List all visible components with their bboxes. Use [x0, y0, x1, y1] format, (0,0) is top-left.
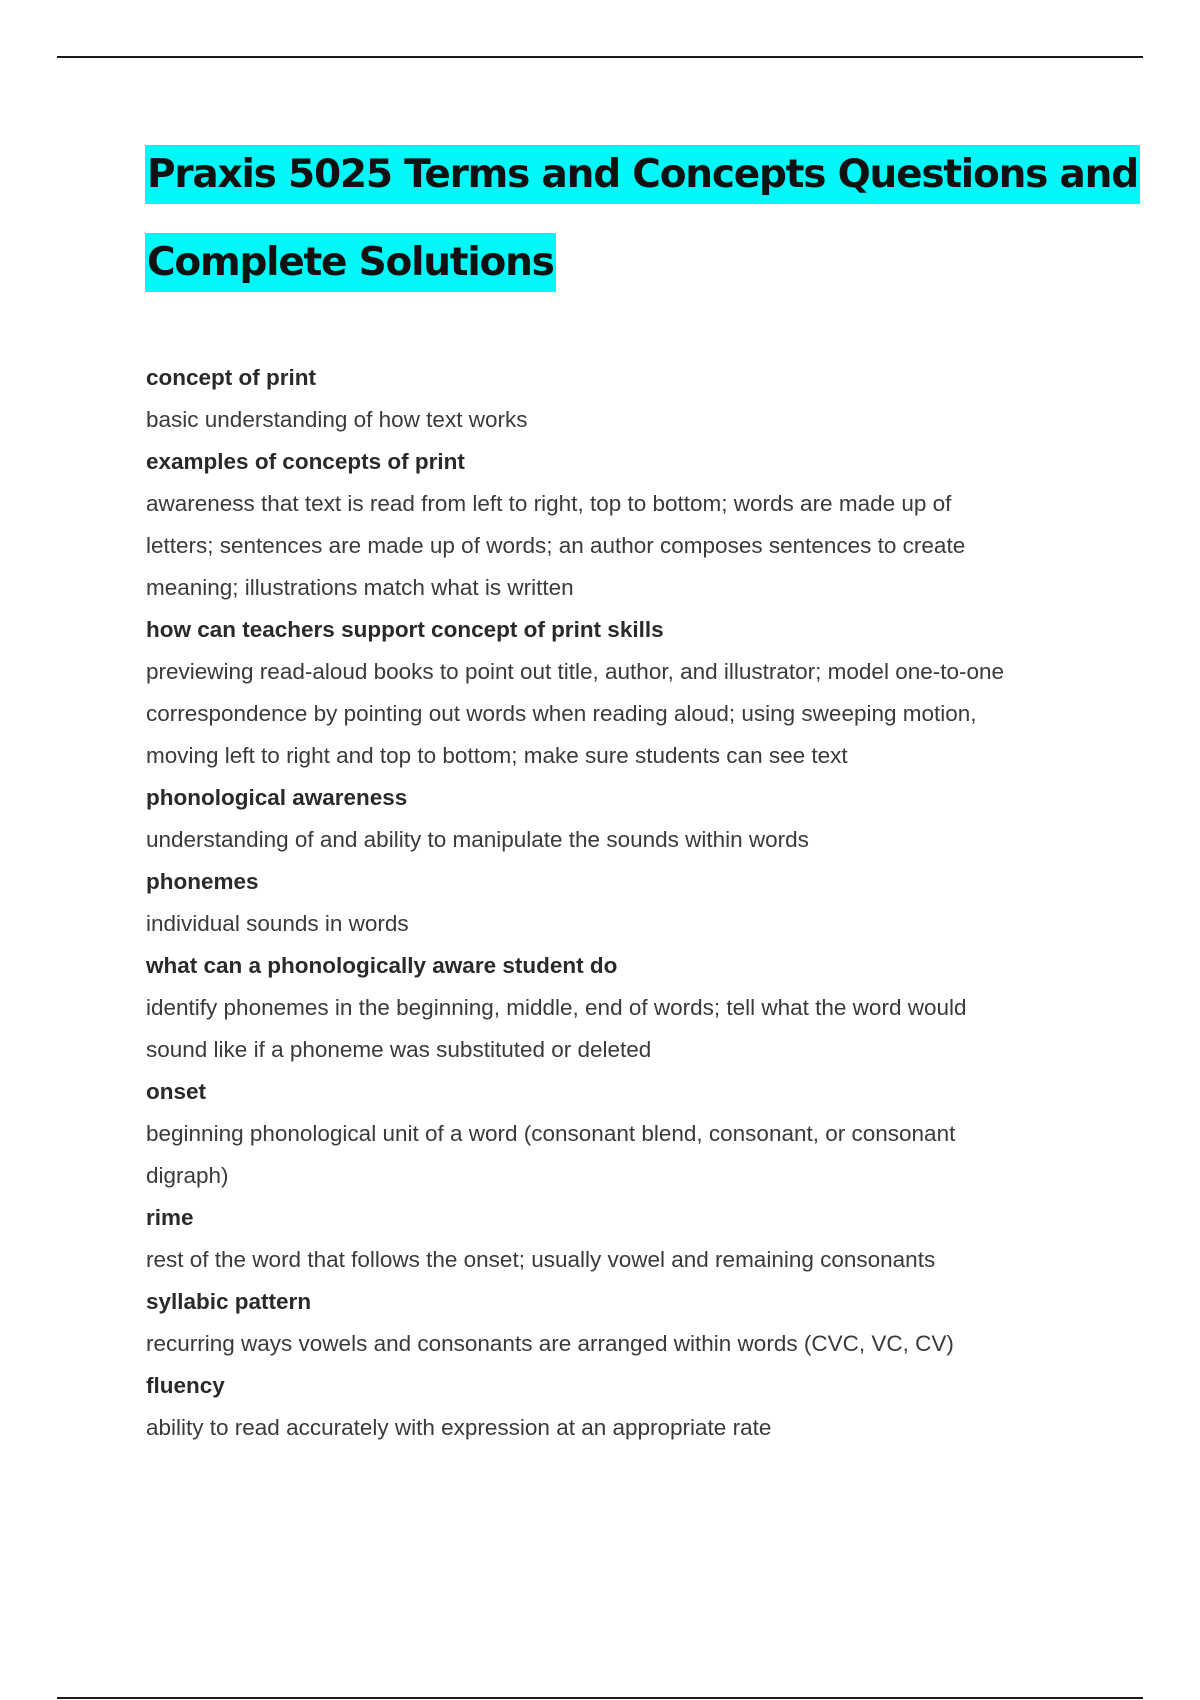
definition-fluency: ability to read accurately with expression at an appropriate rate [146, 1415, 772, 1440]
definition-line: letters; sentences are made up of words; an author composes sentences to create [146, 533, 966, 558]
document-title [145, 145, 1138, 292]
term-fluency: fluency [146, 1373, 225, 1398]
term-syllabic-pattern: syllabic pattern [146, 1289, 312, 1314]
definition-phonemes: individual sounds in words [146, 911, 409, 936]
term-onset: onset [146, 1079, 207, 1104]
term-examples-of-concepts-of-print: examples of concepts of print [146, 449, 465, 474]
definition-rime: rest of the word that follows the onset; usually vowel and remaining consonants [146, 1247, 936, 1272]
term-phonological-awareness: phonological awareness [146, 785, 408, 810]
definition-line: correspondence by pointing out words when reading aloud; using sweeping motion, [146, 701, 977, 726]
definition-line: meaning; illustrations match what is written [146, 575, 574, 600]
definition-line: digraph) [146, 1163, 229, 1188]
term-teacher-support-concept-of-print: how can teachers support concept of print skills [146, 617, 664, 642]
definition-line: awareness that text is read from left to right, top to bottom; words are made up of [146, 491, 952, 516]
definition-line: previewing read-aloud books to point out title, author, and illustrator; model one-to-one [146, 659, 1005, 684]
definition-concept-of-print: basic understanding of how text works [146, 407, 528, 432]
term-concept-of-print: concept of print [146, 365, 316, 390]
term-phonemes: phonemes [146, 869, 259, 894]
title-line-1: Praxis 5025 Terms and Concepts Questions and [145, 145, 1140, 204]
definition-line: beginning phonological unit of a word (consonant blend, consonant, or consonant [146, 1121, 956, 1146]
title-line-2: Complete Solutions [145, 233, 556, 292]
terms-list [146, 357, 1096, 1449]
term-rime: rime [146, 1205, 194, 1230]
definition-line: moving left to right and top to bottom; make sure students can see text [146, 743, 848, 768]
footer-rule [57, 1697, 1143, 1699]
definition-syllabic-pattern: recurring ways vowels and consonants are arranged within words (CVC, VC, CV) [146, 1331, 954, 1356]
definition-line: identify phonemes in the beginning, middle, end of words; tell what the word would [146, 995, 967, 1020]
term-phonologically-aware-student: what can a phonologically aware student do [146, 953, 618, 978]
definition-line: sound like if a phoneme was substituted or deleted [146, 1037, 652, 1062]
header-rule [57, 56, 1143, 58]
definition-phonological-awareness: understanding of and ability to manipulate the sounds within words [146, 827, 809, 852]
